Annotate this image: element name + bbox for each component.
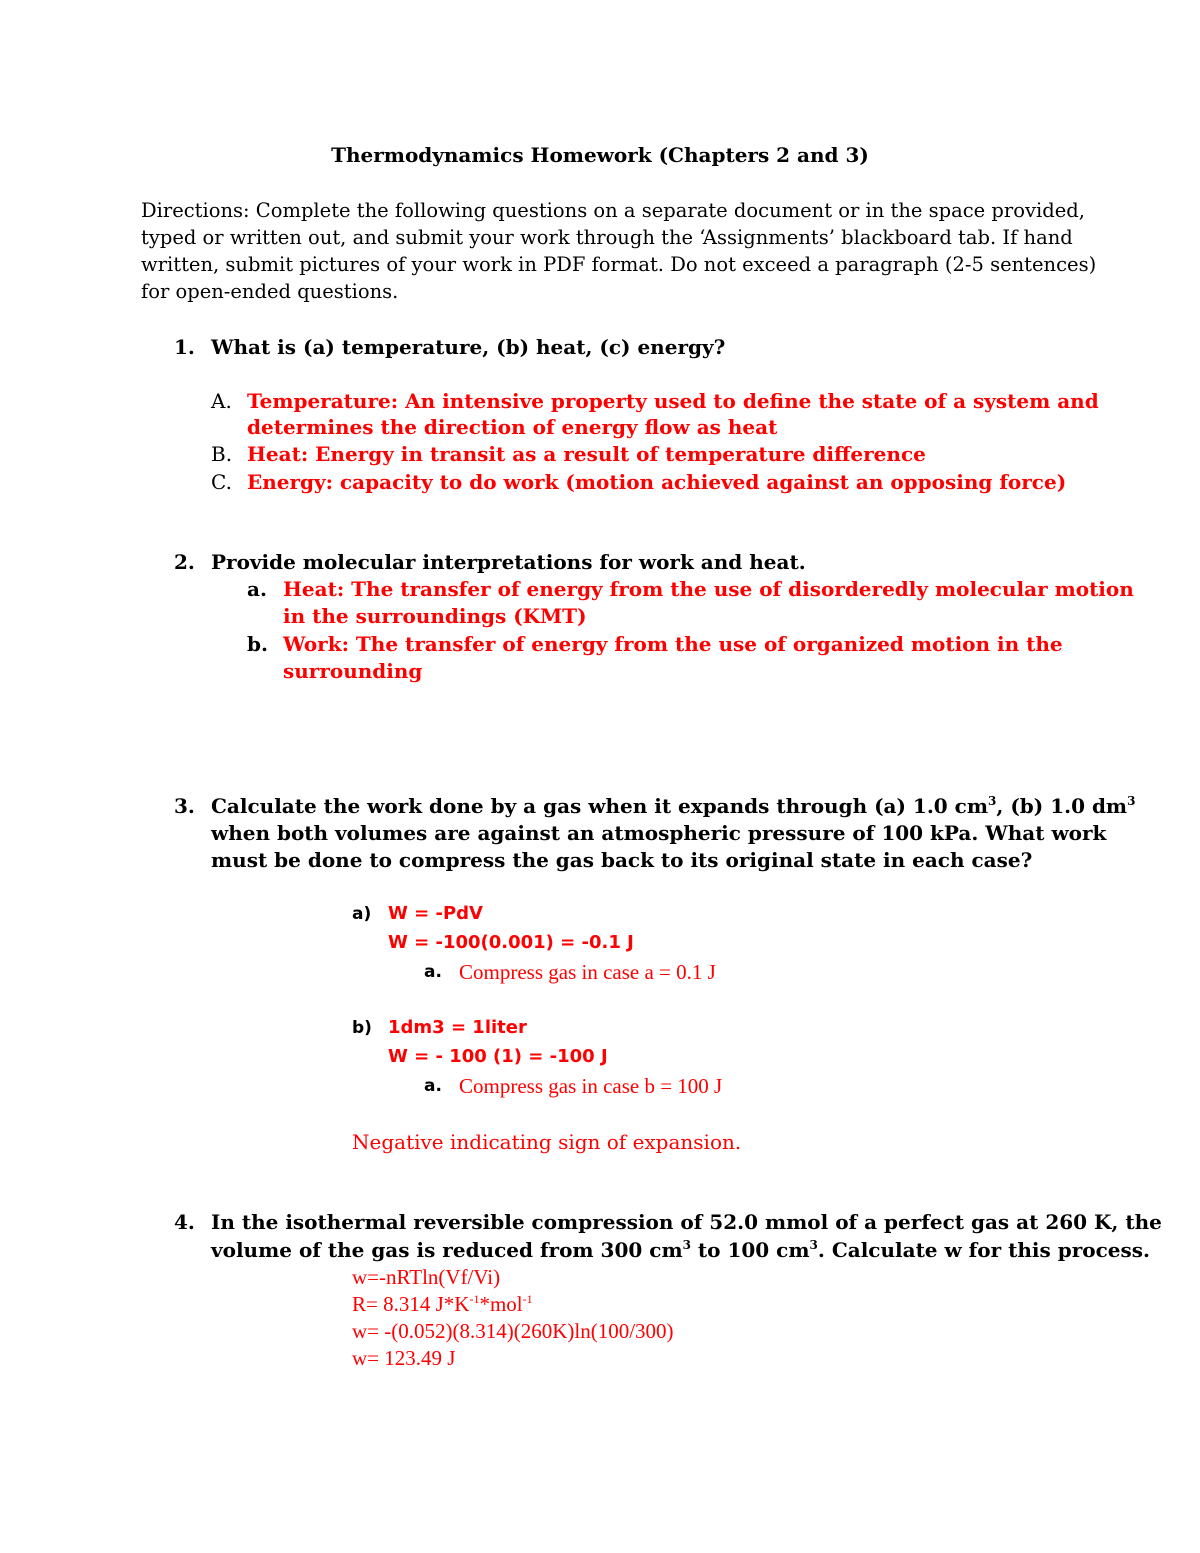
equation: W = -100(0.001) = -0.1 J — [388, 932, 634, 953]
equation: R= 8.314 $J*K^{-1}*mol^{-1}$ — [352, 1292, 533, 1316]
question-number: 1. — [174, 335, 195, 359]
equation: W = - 100 (1) = -100 J — [388, 1046, 608, 1067]
directions-line: written, submit pictures of your work in PDF format. Do not exceed a paragraph (2-5 sentences) — [141, 253, 1097, 276]
question-number: 3. — [174, 794, 195, 818]
note-text: Negative indicating sign of expansion. — [352, 1130, 742, 1154]
question-text: volume of the gas is reduced from 300 $cm^3$ to 100 $cm^3$. Calculate w for this process. — [211, 1238, 1150, 1262]
directions-line: typed or written out, and submit your work through the ‘Assignments’ blackboard tab. If hand — [141, 226, 1073, 249]
equation: w=-nRTln(Vf/Vi) — [352, 1265, 501, 1289]
directions-line: for open-ended questions. — [141, 280, 399, 303]
part-marker: b) — [352, 1018, 372, 1038]
answer-text: Temperature: An intensive property used to define the state of a system and — [247, 389, 1099, 413]
answer-marker: b. — [247, 632, 268, 656]
equation: W = -PdV — [388, 903, 483, 924]
question-text: What is (a) temperature, (b) heat, (c) energy? — [211, 335, 726, 359]
answer-marker: A. — [211, 389, 232, 413]
question-number: 4. — [174, 1210, 195, 1234]
equation: w= -(0.052)(8.314)(260K)ln(100/300) — [352, 1319, 674, 1343]
answer-text: surrounding — [283, 659, 423, 683]
answer-marker: B. — [211, 442, 233, 466]
answer-marker: a. — [247, 577, 267, 601]
answer-text: Compress gas in case b = 100 J — [459, 1074, 723, 1098]
answer-text: in the surroundings (KMT) — [283, 604, 587, 628]
equation: w= 123.49 J — [352, 1346, 456, 1370]
question-text: Calculate the work done by a gas when it expands through (a) 1.0 $cm^3$, (b) 1.0 $dm^3$ — [211, 794, 1136, 818]
sub-marker: a. — [424, 1076, 442, 1096]
equation: 1dm3 = 1liter — [388, 1017, 527, 1038]
answer-text: Energy: capacity to do work (motion achieved against an opposing force) — [247, 470, 1067, 494]
answer-text: Heat: The transfer of energy from the use of disorderedly molecular motion — [283, 577, 1134, 601]
sub-marker: a. — [424, 962, 442, 982]
answer-text: Compress gas in case a = 0.1 J — [459, 960, 716, 984]
question-text: In the isothermal reversible compression of 52.0 mmol of a perfect gas at 260 K, the — [211, 1210, 1162, 1234]
part-marker: a) — [352, 904, 372, 924]
answer-text: Heat: Energy in transit as a result of temperature difference — [247, 442, 926, 466]
document-title: Thermodynamics Homework (Chapters 2 and 3) — [331, 143, 869, 167]
question-text: must be done to compress the gas back to its original state in each case? — [211, 848, 1033, 872]
question-number: 2. — [174, 550, 195, 574]
question-text: Provide molecular interpretations for work and heat. — [211, 550, 806, 574]
answer-text: determines the direction of energy flow as heat — [247, 415, 778, 439]
directions-line: Directions: Complete the following questions on a separate document or in the space provided, — [141, 199, 1085, 222]
answer-text: Work: The transfer of energy from the use of organized motion in the — [283, 632, 1063, 656]
question-text: when both volumes are against an atmospheric pressure of 100 kPa. What work — [211, 821, 1107, 845]
answer-marker: C. — [211, 470, 232, 494]
